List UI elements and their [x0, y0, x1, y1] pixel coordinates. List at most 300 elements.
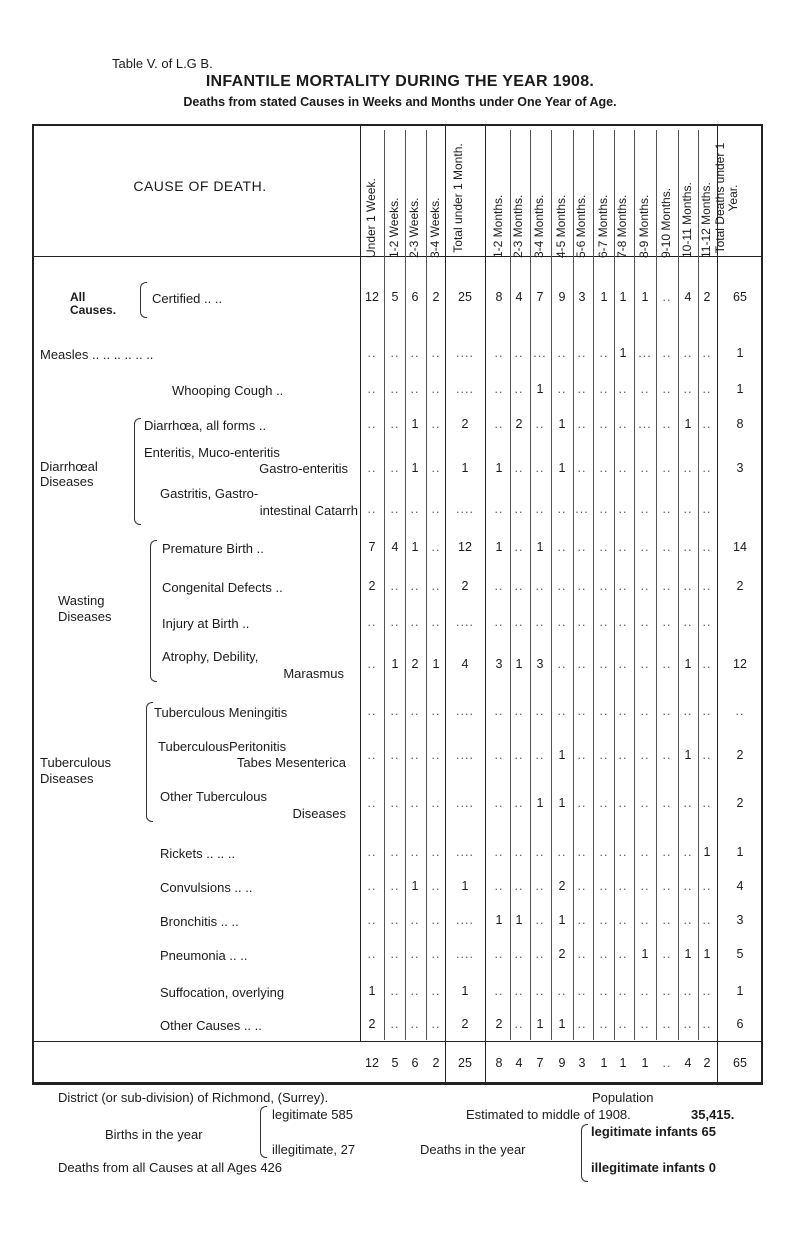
table-cell: .. — [662, 540, 672, 554]
table-cell: 1 — [641, 290, 649, 304]
table-cell: .. — [535, 845, 545, 859]
table-cell: .... — [456, 346, 474, 360]
table-cell: 8 — [736, 417, 744, 431]
table-cell: 2 — [703, 290, 711, 304]
table-cell: .. — [431, 382, 441, 396]
column-separator — [678, 130, 679, 1040]
table-cell: 1 — [461, 461, 469, 475]
table-cell: .. — [640, 540, 650, 554]
table-cell: .. — [577, 1017, 587, 1031]
deaths-legitimate-infants: legitimate infants 65 — [591, 1124, 716, 1139]
table-cell: 1 — [495, 461, 503, 475]
table-cell: .... — [456, 382, 474, 396]
table-cell: .. — [662, 1017, 672, 1031]
table-cell: .... — [456, 704, 474, 718]
row-label-other-tuberculous-2: Diseases — [292, 806, 346, 821]
table-cell: .. — [683, 346, 693, 360]
table-cell: 1 — [495, 913, 503, 927]
total-cell: 25 — [458, 1056, 472, 1070]
table-cell: 7 — [536, 290, 544, 304]
table-cell: .. — [535, 417, 545, 431]
row-label-enteritis: Enteritis, Muco-enteritis — [144, 445, 280, 460]
table-cell: .. — [557, 845, 567, 859]
table-cell: 1 — [536, 540, 544, 554]
row-label-bronchitis: Bronchitis .. .. — [160, 914, 239, 929]
row-label-other-causes: Other Causes .. .. — [160, 1018, 262, 1033]
table-cell: .. — [367, 417, 377, 431]
table-cell: .. — [640, 913, 650, 927]
table-cell: .. — [367, 704, 377, 718]
column-separator — [593, 130, 594, 1040]
total-cell: 2 — [432, 1056, 440, 1070]
table-cell: 65 — [733, 290, 747, 304]
table-cell: .. — [431, 913, 441, 927]
table-cell: 2 — [558, 879, 566, 893]
table-cell: .. — [577, 417, 587, 431]
table-cell: .. — [618, 796, 628, 810]
table-cell: .. — [640, 748, 650, 762]
table-cell: 1 — [411, 879, 419, 893]
table-cell: .. — [367, 879, 377, 893]
table-cell: 1 — [536, 796, 544, 810]
table-frame — [32, 124, 763, 1084]
table-cell: .. — [410, 615, 420, 629]
group-label-all-causes: All Causes. — [70, 290, 117, 317]
table-cell: .. — [683, 461, 693, 475]
column-header-text: 3-4 Weeks. — [428, 197, 442, 258]
month-total-divider-left — [445, 126, 446, 1083]
table-cell: 1 — [515, 913, 523, 927]
table-cell — [726, 614, 754, 630]
table-cell: .. — [535, 579, 545, 593]
table-cell: 2 — [495, 1017, 503, 1031]
table-cell: .. — [577, 947, 587, 961]
year-total-divider — [717, 126, 718, 1083]
table-cell: 1 — [558, 796, 566, 810]
table-cell: .. — [557, 657, 567, 671]
deaths-all-ages: Deaths from all Causes at all Ages 426 — [58, 1160, 283, 1175]
table-cell: .. — [640, 502, 650, 516]
total-cell: 7 — [536, 1056, 544, 1070]
table-cell: .. — [557, 579, 567, 593]
table-cell: .. — [431, 947, 441, 961]
table-cell: .. — [702, 748, 712, 762]
table-cell: .. — [599, 913, 609, 927]
column-separator — [405, 130, 406, 1040]
column-header-text: 2-3 Weeks. — [407, 197, 421, 258]
table-cell: .. — [599, 879, 609, 893]
table-cell: .... — [456, 913, 474, 927]
table-cell: .. — [514, 879, 524, 893]
row-label-certified: Certified .. .. — [152, 291, 223, 306]
table-cell: .. — [702, 579, 712, 593]
table-cell: .. — [702, 704, 712, 718]
table-cell: .. — [431, 502, 441, 516]
table-cell: 1 — [684, 657, 692, 671]
table-cell: 1 — [736, 845, 744, 859]
column-separator — [530, 130, 531, 1040]
table-cell: .. — [618, 417, 628, 431]
column-separator — [384, 130, 385, 1040]
table-cell: .. — [535, 879, 545, 893]
table-cell: .. — [410, 502, 420, 516]
footer-divider — [32, 1084, 763, 1085]
table-cell: .. — [494, 502, 504, 516]
table-cell: .. — [494, 579, 504, 593]
table-cell: .... — [456, 796, 474, 810]
table-cell: 1 — [619, 290, 627, 304]
table-cell: .. — [494, 845, 504, 859]
table-cell: .. — [535, 748, 545, 762]
table-cell: .... — [456, 615, 474, 629]
table-cell: .. — [390, 579, 400, 593]
table-cell: .. — [640, 579, 650, 593]
table-cell: .. — [702, 382, 712, 396]
table-cell: .. — [390, 1017, 400, 1031]
table-cell: .. — [599, 704, 609, 718]
column-header-text: 6-7 Months. — [596, 194, 610, 258]
table-cell: .. — [618, 657, 628, 671]
table-cell: 5 — [736, 947, 744, 961]
table-cell: .. — [618, 461, 628, 475]
table-cell: .. — [683, 704, 693, 718]
column-header-text: 1-2 Months. — [491, 194, 505, 258]
table-cell: .. — [683, 879, 693, 893]
table-cell: 3 — [736, 461, 744, 475]
table-cell: .. — [702, 657, 712, 671]
row-label-rickets: Rickets .. .. .. — [160, 846, 236, 861]
table-cell: 3 — [578, 290, 586, 304]
table-cell: 12 — [733, 657, 747, 671]
table-cell: .. — [577, 540, 587, 554]
table-cell: .. — [535, 913, 545, 927]
column-separator — [510, 130, 511, 1040]
table-cell: 4 — [515, 290, 523, 304]
table-cell: .. — [494, 382, 504, 396]
table-cell: .. — [557, 704, 567, 718]
table-cell: .. — [599, 845, 609, 859]
table-cell: .. — [702, 461, 712, 475]
column-header-text: 2-3 Months. — [511, 194, 525, 258]
table-cell: .. — [431, 796, 441, 810]
table-cell: .. — [390, 502, 400, 516]
table-cell: ... — [638, 417, 652, 431]
table-cell: .. — [557, 615, 567, 629]
table-cell: .. — [735, 704, 745, 718]
column-separator — [698, 130, 699, 1040]
table-cell: .. — [577, 346, 587, 360]
table-cell: .. — [702, 984, 712, 998]
group-label-wasting: Wasting Diseases — [58, 593, 112, 624]
table-cell: .. — [662, 879, 672, 893]
table-cell: .. — [702, 1017, 712, 1031]
table-cell: .. — [618, 382, 628, 396]
births-label: Births in the year — [105, 1127, 203, 1142]
table-cell: 4 — [461, 657, 469, 671]
table-cell: 12 — [365, 290, 379, 304]
row-label-pneumonia: Pneumonia .. .. — [160, 948, 248, 963]
total-cell: 6 — [411, 1056, 419, 1070]
row-label-measles: Measles .. .. .. .. .. .. — [40, 347, 154, 362]
table-cell: .. — [683, 796, 693, 810]
table-cell: .. — [390, 796, 400, 810]
table-cell: 2 — [432, 290, 440, 304]
table-cell: .. — [431, 704, 441, 718]
table-cell: 3 — [736, 913, 744, 927]
table-cell: .. — [514, 984, 524, 998]
table-cell: .. — [618, 540, 628, 554]
table-cell: .. — [514, 540, 524, 554]
row-label-tuberculous-meningitis: Tuberculous Meningitis — [154, 705, 288, 720]
column-header-text: 9-10 Months. — [659, 187, 673, 258]
table-cell: .. — [683, 579, 693, 593]
table-cell: .. — [514, 845, 524, 859]
table-cell: .. — [514, 346, 524, 360]
table-cell: .. — [599, 346, 609, 360]
total-cell: 2 — [703, 1056, 711, 1070]
table-cell: .. — [431, 461, 441, 475]
table-cell: .. — [618, 579, 628, 593]
table-cell: .. — [390, 346, 400, 360]
diarrhoeal-brace — [134, 418, 141, 525]
table-cell: .. — [662, 417, 672, 431]
table-cell: 2 — [515, 417, 523, 431]
row-label-premature-birth: Premature Birth .. — [162, 541, 264, 556]
table-cell: .. — [702, 502, 712, 516]
table-cell: 1 — [558, 417, 566, 431]
table-cell: .. — [535, 461, 545, 475]
total-cell: 8 — [495, 1056, 503, 1070]
births-brace — [260, 1106, 267, 1158]
column-separator — [634, 130, 635, 1040]
table-cell: 1 — [461, 879, 469, 893]
table-cell: .... — [456, 502, 474, 516]
table-cell: .. — [514, 461, 524, 475]
table-cell: .. — [494, 984, 504, 998]
total-cell: 1 — [641, 1056, 649, 1070]
table-cell: .. — [599, 657, 609, 671]
table-cell: .. — [683, 1017, 693, 1031]
row-label-convulsions: Convulsions .. .. — [160, 880, 253, 895]
table-cell: .. — [390, 704, 400, 718]
table-cell: 8 — [495, 290, 503, 304]
table-cell: .. — [640, 879, 650, 893]
column-header-text: 10-11 Months. — [680, 182, 694, 258]
totals-divider — [32, 1041, 763, 1042]
table-cell: 1 — [703, 845, 711, 859]
table-cell: .. — [410, 748, 420, 762]
table-cell: ... — [638, 346, 652, 360]
table-cell: .. — [431, 579, 441, 593]
wasting-brace — [150, 540, 157, 682]
total-cell: 4 — [515, 1056, 523, 1070]
table-cell: .. — [599, 984, 609, 998]
table-cell: .. — [618, 947, 628, 961]
table-cell: 1 — [736, 984, 744, 998]
table-cell: 14 — [733, 540, 747, 554]
table-cell: .. — [702, 346, 712, 360]
table-cell: 6 — [411, 290, 419, 304]
table-cell: 4 — [736, 879, 744, 893]
table-cell: .. — [599, 502, 609, 516]
group-label-tuberculous: Tuberculous Diseases — [40, 755, 112, 786]
table-cell: .. — [577, 615, 587, 629]
table-cell: 2 — [368, 1017, 376, 1031]
column-header-text: Total under 1 Month. — [451, 143, 465, 253]
table-cell: .... — [456, 845, 474, 859]
total-cell: 12 — [365, 1056, 379, 1070]
table-cell: .. — [599, 461, 609, 475]
table-cell: .. — [702, 913, 712, 927]
table-cell: .. — [618, 1017, 628, 1031]
table-cell: .. — [662, 502, 672, 516]
table-cell: .. — [410, 704, 420, 718]
table-cell: .. — [618, 502, 628, 516]
table-cell: .. — [557, 382, 567, 396]
table-cell: .. — [367, 657, 377, 671]
group-label-diarrhoeal: Diarrhœal Diseases — [40, 459, 98, 489]
table-cell: .. — [514, 382, 524, 396]
table-cell: .. — [599, 540, 609, 554]
table-cell: .. — [367, 947, 377, 961]
table-cell: .. — [390, 984, 400, 998]
table-cell: .. — [599, 1017, 609, 1031]
table-cell: .. — [640, 984, 650, 998]
column-header-text: Total Deaths under 1 Year. — [713, 142, 740, 254]
table-cell: .. — [577, 704, 587, 718]
page-subtitle: Deaths from stated Causes in Weeks and Months under One Year of Age. — [183, 95, 617, 109]
table-cell: .. — [640, 1017, 650, 1031]
table-cell: 6 — [736, 1017, 744, 1031]
table-cell: .. — [494, 704, 504, 718]
table-cell: .. — [577, 879, 587, 893]
table-cell: 1 — [391, 657, 399, 671]
table-cell: .. — [410, 579, 420, 593]
table-cell: .. — [577, 845, 587, 859]
table-cell: .. — [577, 382, 587, 396]
total-cell: 3 — [578, 1056, 586, 1070]
table-cell: .. — [535, 502, 545, 516]
table-cell: .. — [514, 579, 524, 593]
column-header-text: 4-5 Months. — [554, 194, 568, 258]
table-cell: .. — [431, 748, 441, 762]
table-cell: 2 — [461, 1017, 469, 1031]
table-cell: .. — [494, 346, 504, 360]
table-cell — [726, 501, 754, 517]
deaths-brace — [581, 1124, 588, 1182]
table-cell: .. — [640, 704, 650, 718]
table-cell: 1 — [558, 461, 566, 475]
table-cell: .. — [683, 502, 693, 516]
table-cell: .. — [662, 346, 672, 360]
table-cell: .. — [662, 579, 672, 593]
table-cell: .. — [577, 984, 587, 998]
table-cell: 1 — [641, 947, 649, 961]
table-cell: .. — [514, 796, 524, 810]
table-cell: 3 — [495, 657, 503, 671]
table-cell: .. — [390, 913, 400, 927]
table-cell: 1 — [684, 417, 692, 431]
table-cell: 1 — [536, 1017, 544, 1031]
deaths-illegitimate-infants: illegitimate infants 0 — [591, 1160, 716, 1175]
table-cell: 1 — [600, 290, 608, 304]
table-cell: 1 — [558, 1017, 566, 1031]
table-cell: .. — [494, 748, 504, 762]
table-cell: .. — [599, 748, 609, 762]
table-cell: .. — [390, 748, 400, 762]
table-cell: .. — [640, 615, 650, 629]
row-label-suffocation: Suffocation, overlying — [160, 985, 285, 1000]
table-cell: 4 — [684, 290, 692, 304]
estimated-population-label: Estimated to middle of 1908. — [466, 1107, 631, 1122]
table-cell: .. — [640, 796, 650, 810]
table-cell: .. — [367, 346, 377, 360]
table-cell: .. — [390, 947, 400, 961]
column-header-text: 8-9 Months. — [637, 194, 651, 258]
table-cell: .. — [494, 615, 504, 629]
table-cell: .. — [431, 346, 441, 360]
table-cell: .. — [514, 748, 524, 762]
table-cell: .. — [557, 502, 567, 516]
column-header-text: Under 1 Week. — [364, 178, 378, 258]
column-separator — [426, 130, 427, 1040]
table-cell: .. — [577, 748, 587, 762]
table-cell: 1 — [411, 540, 419, 554]
column-separator — [614, 130, 615, 1040]
table-cell: .. — [618, 879, 628, 893]
total-cell: 4 — [684, 1056, 692, 1070]
table-cell: 9 — [558, 290, 566, 304]
table-cell: .. — [662, 748, 672, 762]
district-text: District (or sub-division) of Richmond, (Surrey). — [58, 1090, 329, 1105]
table-cell: .. — [494, 796, 504, 810]
table-cell: 2 — [411, 657, 419, 671]
table-cell: 1 — [558, 748, 566, 762]
table-cell: 3 — [536, 657, 544, 671]
table-cell: .. — [431, 1017, 441, 1031]
table-cell: .. — [577, 657, 587, 671]
table-cell: .. — [367, 845, 377, 859]
table-cell: .. — [410, 984, 420, 998]
table-cell: ... — [533, 346, 547, 360]
table-cell: .. — [702, 540, 712, 554]
table-cell: .. — [410, 913, 420, 927]
table-cell: .... — [456, 947, 474, 961]
table-cell: .. — [390, 417, 400, 431]
table-cell: .. — [662, 947, 672, 961]
column-header-text: 11-12 Months. — [699, 182, 713, 258]
table-cell: 5 — [391, 290, 399, 304]
row-label-congenital-defects: Congenital Defects .. — [162, 580, 283, 595]
table-cell: .. — [431, 540, 441, 554]
total-cell: 5 — [391, 1056, 399, 1070]
table-cell: 1 — [368, 984, 376, 998]
table-cell: .. — [599, 579, 609, 593]
table-cell: ... — [575, 502, 589, 516]
row-label-other-tuberculous: Other Tuberculous — [160, 789, 267, 804]
table-cell: .. — [618, 704, 628, 718]
total-cell: 1 — [619, 1056, 627, 1070]
row-label-tuberculous-peritonitis: TuberculousPeritonitis — [158, 739, 287, 754]
column-header-text: 7-8 Months. — [615, 194, 629, 258]
table-cell: .. — [662, 796, 672, 810]
table-cell: .. — [683, 845, 693, 859]
table-cell: .. — [410, 845, 420, 859]
table-cell: .. — [390, 879, 400, 893]
table-cell: .. — [662, 845, 672, 859]
table-cell: .. — [494, 879, 504, 893]
table-cell: .. — [618, 845, 628, 859]
